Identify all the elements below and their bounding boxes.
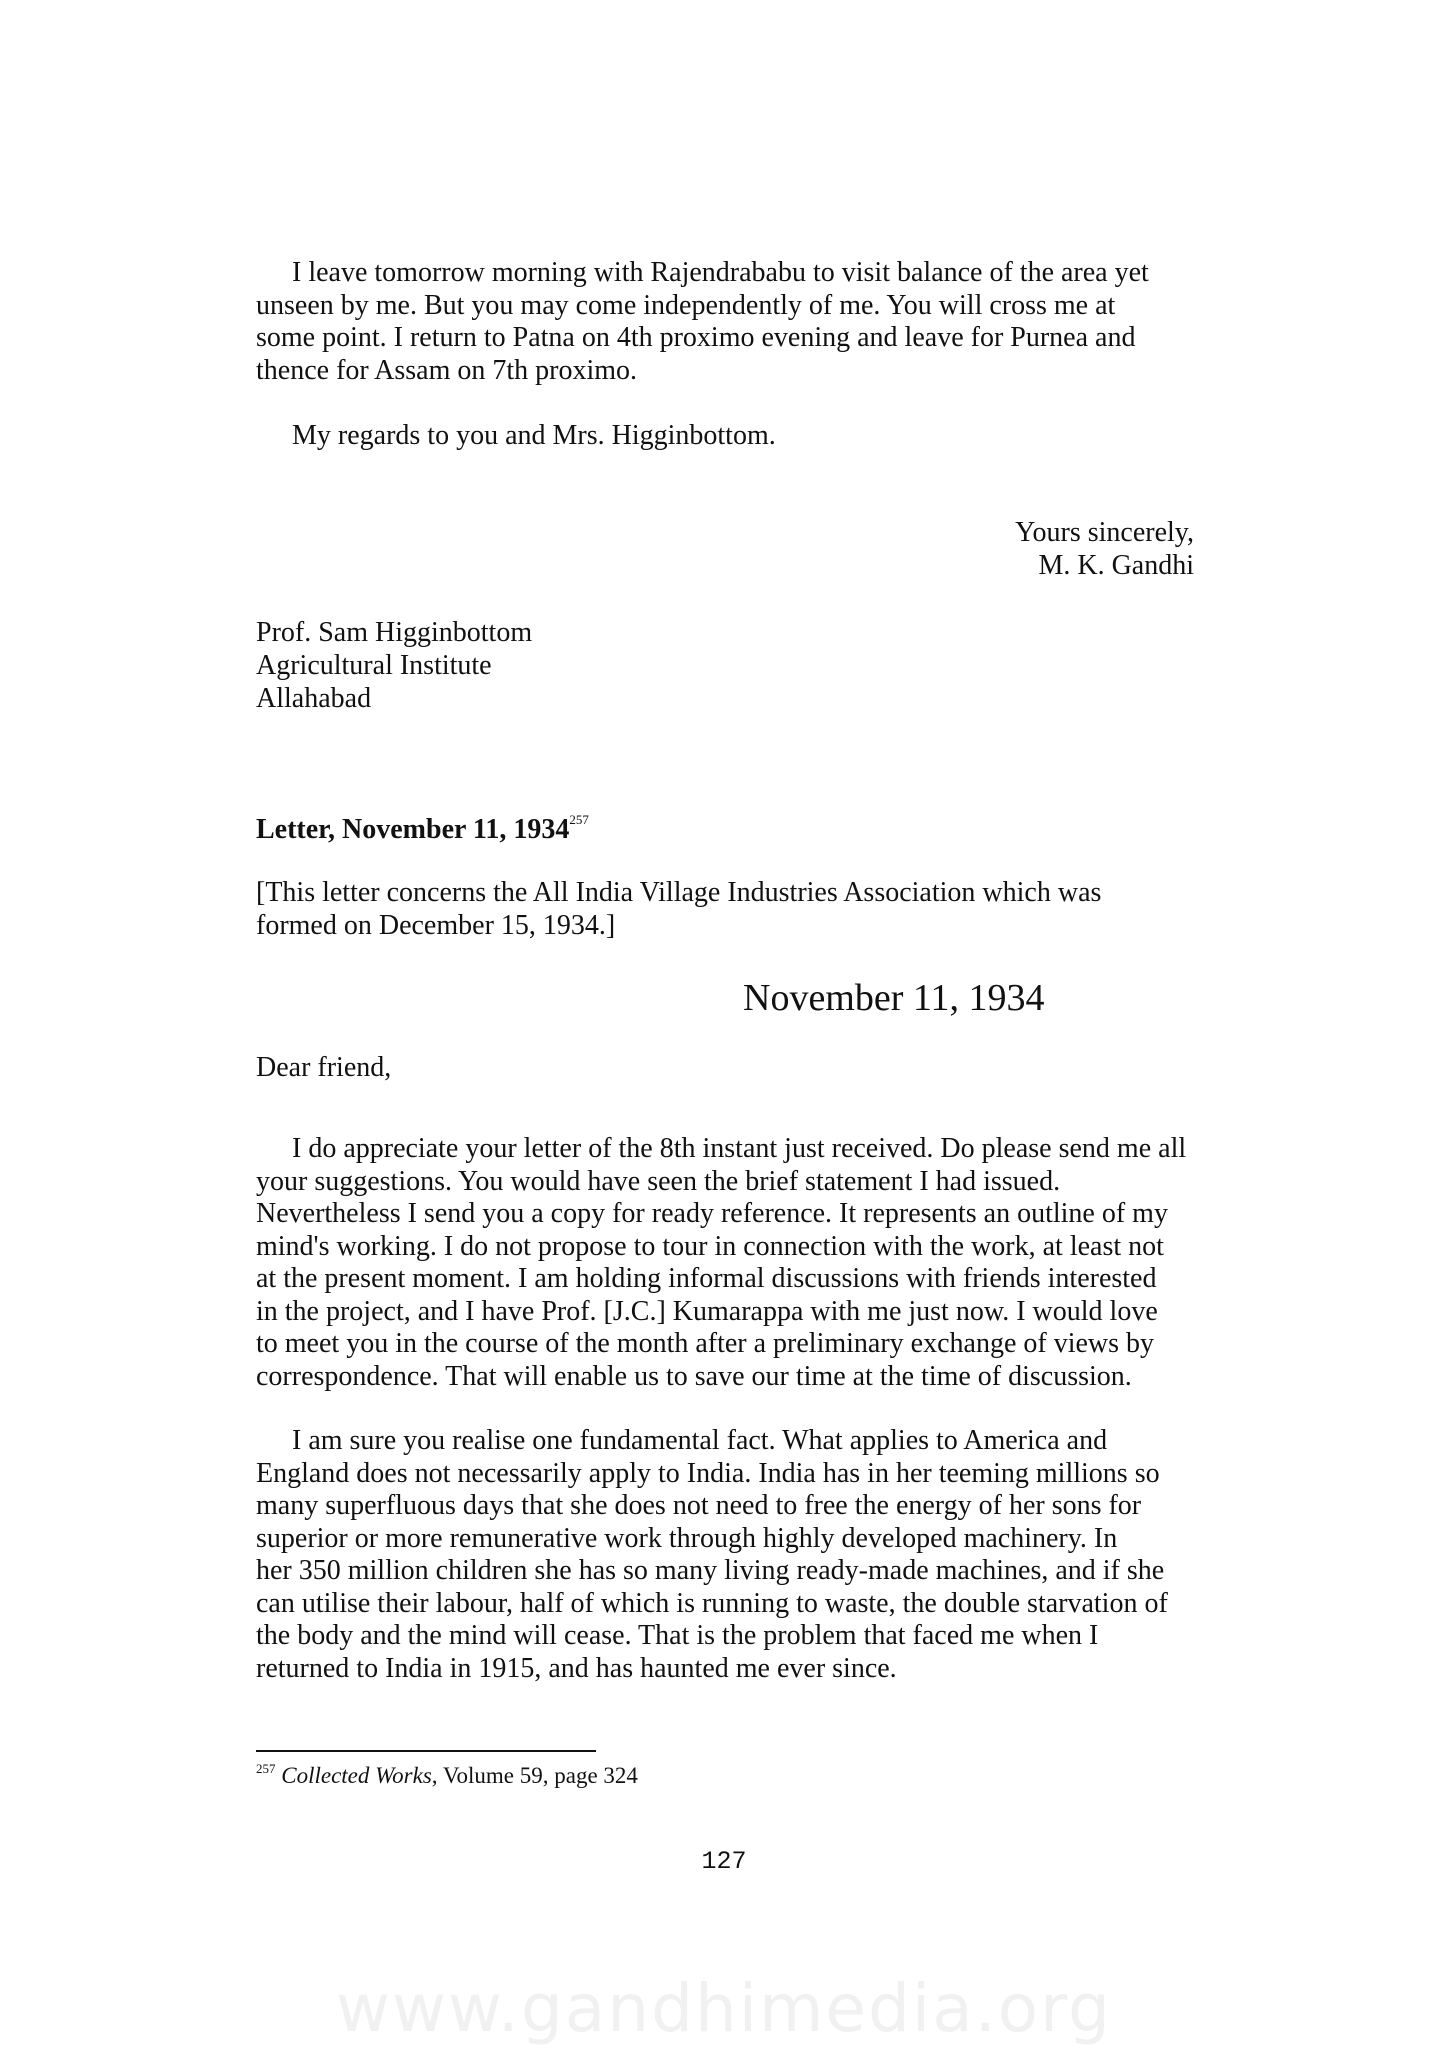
page-number: 127 bbox=[701, 1847, 747, 1876]
letter1-paragraph-1 bbox=[256, 257, 1206, 387]
text-line: the body and the mind will cease. That is the problem that faced me when I bbox=[256, 1620, 1099, 1651]
heading-text: Letter, November 11, 1934 bbox=[256, 814, 570, 845]
text-line: mind's working. I do not propose to tour in connection with the work, at least not bbox=[256, 1230, 1164, 1262]
letter2-paragraph-1 bbox=[256, 1133, 1206, 1393]
text-line: your suggestions. You would have seen the brief statement I had issued. bbox=[256, 1165, 1061, 1197]
text-line: correspondence. That will enable us to save our time at the time of discussion. bbox=[256, 1360, 1132, 1392]
text-line: I am sure you realise one fundamental fact. What applies to America and bbox=[292, 1425, 1108, 1456]
text-line: unseen by me. But you may come independently of me. You will cross me at bbox=[256, 289, 1116, 321]
text-line: I leave tomorrow morning with Rajendrababu to visit balance of the area yet bbox=[292, 257, 1149, 288]
text-line: England does not necessarily apply to India. India has in her teeming millions so bbox=[256, 1457, 1160, 1489]
footnote-reference: 257 bbox=[569, 812, 589, 827]
letter2-paragraph-2 bbox=[256, 1425, 1206, 1685]
letter1-closing: Yours sincerely, bbox=[1015, 517, 1194, 548]
letter1-signature: M. K. Gandhi bbox=[1038, 550, 1194, 581]
footnote-title: Collected Works bbox=[281, 1763, 432, 1788]
text-line: can utilise their labour, half of which is running to waste, the double starvation of bbox=[256, 1587, 1168, 1619]
text-line: to meet you in the course of the month after a preliminary exchange of views by bbox=[256, 1328, 1155, 1359]
text-line: some point. I return to Patna on 4th proximo evening and leave for Purnea and bbox=[256, 322, 1136, 353]
text-line: Nevertheless I send you a copy for ready reference. It represents an outline of my bbox=[256, 1198, 1168, 1229]
footnote-mark: 257 bbox=[256, 1761, 276, 1776]
footnote bbox=[256, 1762, 638, 1790]
text-line: thence for Assam on 7th proximo. bbox=[256, 354, 638, 386]
text-line: superior or more remunerative work through highly developed machinery. In bbox=[256, 1522, 1118, 1554]
text-line: I do appreciate your letter of the 8th instant just received. Do please send me all bbox=[292, 1133, 1187, 1164]
letter1-recipient-address bbox=[256, 616, 532, 715]
watermark: www.gandhimedia.org bbox=[336, 1970, 1112, 2047]
letter2-date: November 11, 1934 bbox=[743, 977, 1045, 1019]
footnote-detail: , Volume 59, page 324 bbox=[431, 1763, 638, 1788]
letter2-salutation: Dear friend, bbox=[256, 1052, 392, 1083]
text-line: [This letter concerns the All India Village Industries Association which was bbox=[256, 877, 1102, 908]
footnote-divider bbox=[256, 1750, 596, 1752]
letter1-regards: My regards to you and Mrs. Higginbottom. bbox=[292, 420, 776, 451]
text-line: many superfluous days that she does not need to free the energy of her sons for bbox=[256, 1490, 1142, 1521]
address-line: Allahabad bbox=[256, 683, 372, 714]
address-line: Prof. Sam Higginbottom bbox=[256, 617, 533, 648]
address-line: Agricultural Institute bbox=[256, 650, 492, 681]
text-line: formed on December 15, 1934.] bbox=[256, 909, 616, 941]
letter2-editor-note bbox=[256, 877, 1206, 942]
text-line: her 350 million children she has so many living ready-made machines, and if she bbox=[256, 1555, 1165, 1586]
text-line: returned to India in 1915, and has haunted me ever since. bbox=[256, 1652, 897, 1684]
text-line: in the project, and I have Prof. [J.C.] Kumarappa with me just now. I would love bbox=[256, 1295, 1158, 1327]
text-line: at the present moment. I am holding informal discussions with friends interested bbox=[256, 1263, 1157, 1294]
letter2-heading bbox=[256, 814, 589, 846]
